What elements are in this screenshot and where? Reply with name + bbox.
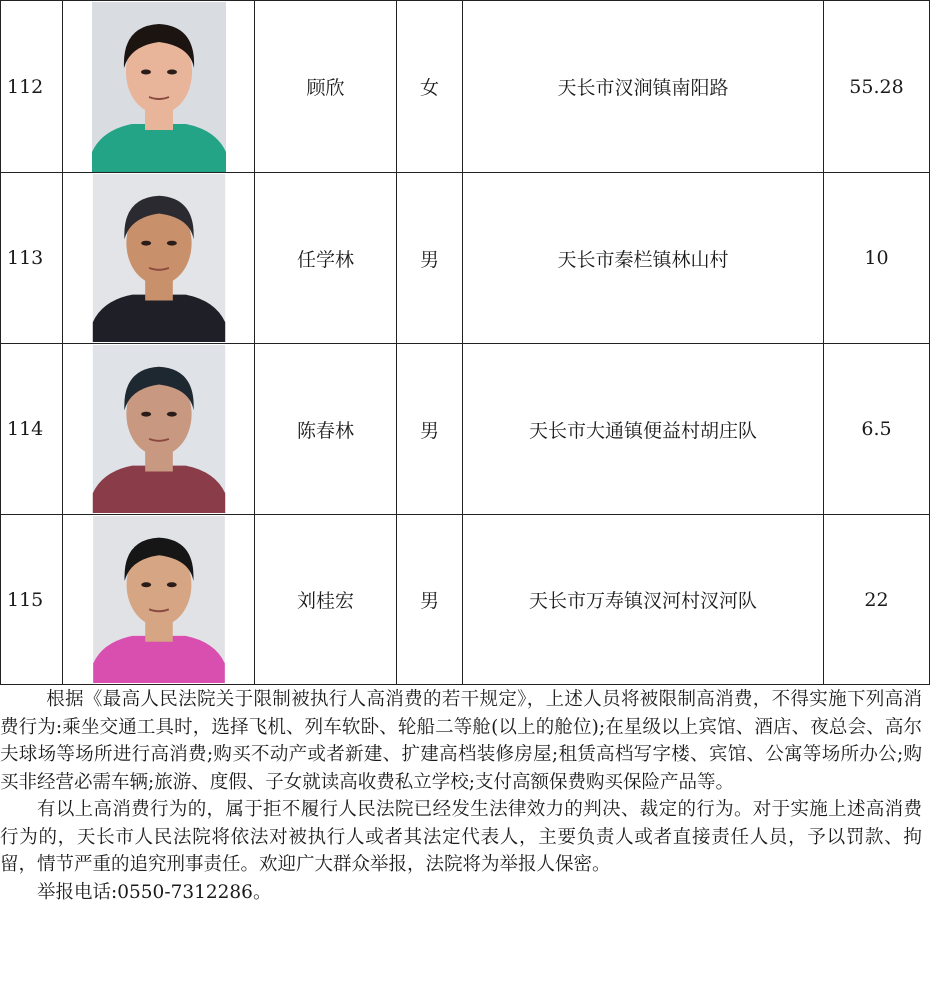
shirt xyxy=(92,124,226,172)
table-row xyxy=(1,344,930,515)
left-eye xyxy=(141,241,151,246)
row-number: 115 xyxy=(1,515,63,685)
person-gender: 男 xyxy=(397,344,463,515)
table-row xyxy=(1,515,930,685)
person-gender: 女 xyxy=(397,1,463,173)
amount: 55.28 xyxy=(824,1,930,173)
notice-paragraph-penalty: 有以上高消费行为的，属于拒不履行人民法院已经发生法律效力的判决、裁定的行为。对于实施上述高消费行为的，天长市人民法院将依法对被执行人或者其法定代表人，主要负责人或者直接责任人员，予以罚款、拘留，情节严重的追究刑事责任。欢迎广大群众举报，法院将为举报人保密。 xyxy=(0,799,922,875)
person-name: 顾欣 xyxy=(255,1,397,173)
shirt xyxy=(92,295,224,342)
person-name: 陈春林 xyxy=(255,344,397,515)
left-eye xyxy=(141,69,151,74)
person-name: 任学林 xyxy=(255,173,397,344)
shirt xyxy=(92,466,224,513)
person-photo xyxy=(92,345,226,513)
amount: 22 xyxy=(824,515,930,685)
person-address: 天长市大通镇便益村胡庄队 xyxy=(463,344,824,515)
row-number: 113 xyxy=(1,173,63,344)
notice-text xyxy=(0,686,922,906)
person-name: 刘桂宏 xyxy=(255,515,397,685)
photo-cell xyxy=(63,344,255,515)
report-phone: 举报电话:0550-7312286。 xyxy=(37,881,272,903)
right-eye xyxy=(166,241,176,246)
person-gender: 男 xyxy=(397,515,463,685)
amount: 10 xyxy=(824,173,930,344)
shirt xyxy=(93,636,225,683)
right-eye xyxy=(166,412,176,417)
person-photo xyxy=(92,2,226,172)
left-eye xyxy=(141,412,151,417)
photo-cell xyxy=(63,1,255,173)
table-row xyxy=(1,173,930,344)
right-eye xyxy=(166,582,176,587)
photo-cell xyxy=(63,515,255,685)
table-row xyxy=(1,1,930,173)
person-address: 天长市万寿镇汊河村汊河队 xyxy=(463,515,824,685)
row-number: 114 xyxy=(1,344,63,515)
person-gender: 男 xyxy=(397,173,463,344)
amount: 6.5 xyxy=(824,344,930,515)
person-photo xyxy=(92,174,226,342)
person-address: 天长市秦栏镇林山村 xyxy=(463,173,824,344)
notice-paragraph-restrictions: 根据《最高人民法院关于限制被执行人高消费的若干规定》，上述人员将被限制高消费，不得实施下列高消费行为:乘坐交通工具时，选择飞机、列车软卧、轮船二等舱(以上的舱位);在星级以上宾馆、酒店、夜总会、高尔夫球场等场所进行高消费;购买不动产或者新建、扩建高档装修房屋;租赁高档写字楼、宾馆、公寓等场所办公;购买非经营必需车辆;旅游、度假、子女就读高收费私立学校;支付高额保费购买保险产品等。 xyxy=(0,689,922,793)
row-number: 112 xyxy=(1,1,63,173)
right-eye xyxy=(167,69,177,74)
person-address: 天长市汊涧镇南阳路 xyxy=(463,1,824,173)
person-photo xyxy=(92,516,226,683)
photo-cell xyxy=(63,173,255,344)
left-eye xyxy=(141,582,151,587)
